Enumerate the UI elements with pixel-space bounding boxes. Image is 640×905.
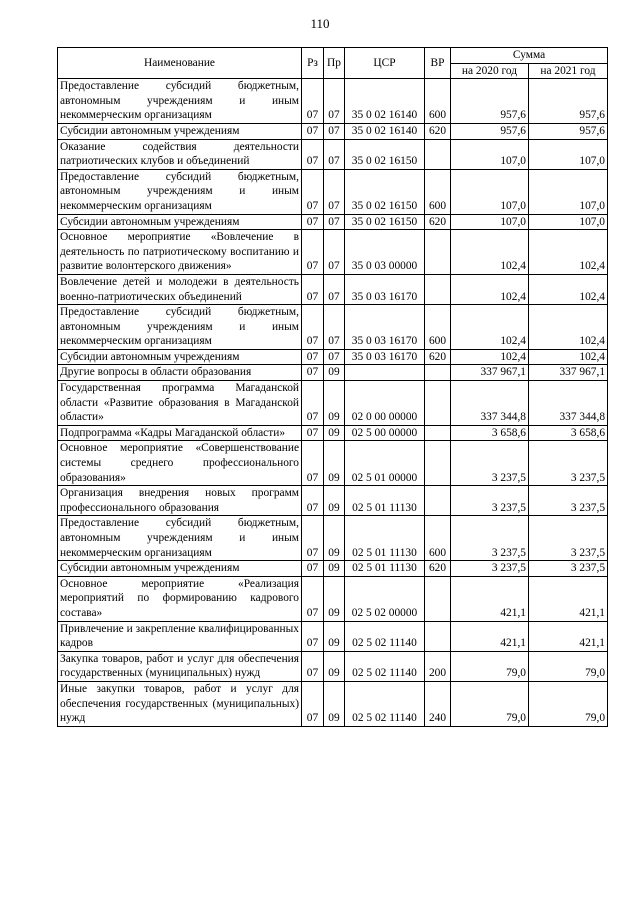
header-vr: ВР (425, 48, 451, 79)
cell-rz: 07 (302, 561, 324, 577)
budget-table (57, 47, 608, 727)
cell-sum-2020: 337 344,8 (451, 381, 529, 426)
cell-csr: 35 0 02 16150 (345, 169, 425, 214)
cell-pr: 07 (324, 349, 345, 365)
cell-sum-2020: 79,0 (451, 651, 529, 681)
cell-sum-2021: 102,4 (529, 230, 608, 275)
cell-pr: 09 (324, 621, 345, 651)
cell-sum-2021: 337 344,8 (529, 381, 608, 426)
table-row (58, 305, 608, 350)
cell-sum-2020: 957,6 (451, 79, 529, 124)
header-year-2021: на 2021 год (529, 63, 608, 79)
cell-csr: 02 5 01 11130 (345, 486, 425, 516)
table-body (58, 79, 608, 727)
cell-name: Основное мероприятие «Реализация мероприятий по формированию кадрового состава» (58, 576, 302, 621)
cell-sum-2020: 421,1 (451, 621, 529, 651)
cell-rz: 07 (302, 305, 324, 350)
cell-rz: 07 (302, 681, 324, 726)
cell-csr: 02 5 01 11130 (345, 516, 425, 561)
table-row (58, 621, 608, 651)
cell-pr: 07 (324, 123, 345, 139)
cell-vr: 620 (425, 561, 451, 577)
cell-vr: 600 (425, 79, 451, 124)
cell-sum-2021: 3 237,5 (529, 561, 608, 577)
cell-rz: 07 (302, 486, 324, 516)
cell-name: Предоставление субсидий бюджетным, автономным учреждениям и иным некоммерческим организациям (58, 305, 302, 350)
table-row (58, 274, 608, 304)
cell-sum-2021: 3 237,5 (529, 486, 608, 516)
cell-sum-2021: 957,6 (529, 123, 608, 139)
cell-csr: 02 0 00 00000 (345, 381, 425, 426)
cell-pr: 07 (324, 305, 345, 350)
header-csr: ЦСР (345, 48, 425, 79)
cell-vr: 200 (425, 651, 451, 681)
header-name: Наименование (58, 48, 302, 79)
cell-rz: 07 (302, 274, 324, 304)
table-row (58, 214, 608, 230)
cell-rz: 07 (302, 214, 324, 230)
table-row (58, 425, 608, 441)
cell-csr: 02 5 01 11130 (345, 561, 425, 577)
cell-csr: 02 5 02 11140 (345, 621, 425, 651)
cell-pr: 07 (324, 79, 345, 124)
cell-sum-2020: 3 237,5 (451, 486, 529, 516)
cell-csr: 35 0 03 16170 (345, 349, 425, 365)
cell-rz: 07 (302, 425, 324, 441)
cell-vr (425, 230, 451, 275)
cell-sum-2021: 3 237,5 (529, 441, 608, 486)
cell-name: Привлечение и закрепление квалифицированных кадров (58, 621, 302, 651)
table-row (58, 381, 608, 426)
cell-sum-2020: 337 967,1 (451, 365, 529, 381)
cell-csr: 35 0 02 16140 (345, 79, 425, 124)
header-sum: Сумма (451, 48, 608, 64)
cell-name: Государственная программа Магаданской области «Развитие образования в Магаданской области» (58, 381, 302, 426)
header-rz: Рз (302, 48, 324, 79)
cell-sum-2021: 102,4 (529, 305, 608, 350)
cell-vr (425, 486, 451, 516)
cell-csr: 35 0 02 16150 (345, 139, 425, 169)
cell-sum-2020: 102,4 (451, 230, 529, 275)
cell-sum-2021: 107,0 (529, 139, 608, 169)
cell-name: Субсидии автономным учреждениям (58, 123, 302, 139)
cell-sum-2021: 3 658,6 (529, 425, 608, 441)
cell-sum-2021: 107,0 (529, 214, 608, 230)
cell-sum-2021: 102,4 (529, 349, 608, 365)
cell-csr: 02 5 02 11140 (345, 651, 425, 681)
cell-sum-2021: 957,6 (529, 79, 608, 124)
cell-pr: 09 (324, 651, 345, 681)
cell-csr: 35 0 03 16170 (345, 274, 425, 304)
cell-name: Субсидии автономным учреждениям (58, 561, 302, 577)
cell-sum-2021: 421,1 (529, 576, 608, 621)
cell-sum-2020: 79,0 (451, 681, 529, 726)
cell-sum-2021: 102,4 (529, 274, 608, 304)
table-row (58, 349, 608, 365)
table-row (58, 169, 608, 214)
header-pr: Пр (324, 48, 345, 79)
cell-pr: 09 (324, 516, 345, 561)
cell-sum-2020: 107,0 (451, 214, 529, 230)
cell-rz: 07 (302, 365, 324, 381)
cell-rz: 07 (302, 621, 324, 651)
cell-vr: 240 (425, 681, 451, 726)
cell-sum-2020: 3 658,6 (451, 425, 529, 441)
cell-sum-2021: 107,0 (529, 169, 608, 214)
cell-rz: 07 (302, 576, 324, 621)
cell-vr: 600 (425, 169, 451, 214)
cell-sum-2021: 3 237,5 (529, 516, 608, 561)
cell-sum-2020: 3 237,5 (451, 441, 529, 486)
cell-csr: 35 0 03 00000 (345, 230, 425, 275)
cell-sum-2021: 79,0 (529, 681, 608, 726)
cell-rz: 07 (302, 516, 324, 561)
cell-name: Организация внедрения новых программ профессионального образования (58, 486, 302, 516)
cell-sum-2020: 102,4 (451, 274, 529, 304)
cell-pr: 07 (324, 230, 345, 275)
cell-name: Закупка товаров, работ и услуг для обеспечения государственных (муниципальных) нужд (58, 651, 302, 681)
cell-rz: 07 (302, 381, 324, 426)
cell-sum-2021: 337 967,1 (529, 365, 608, 381)
cell-rz: 07 (302, 651, 324, 681)
cell-name: Основное мероприятие «Вовлечение в деятельность по патриотическому воспитанию и развитие волонтерского движения» (58, 230, 302, 275)
cell-vr: 600 (425, 516, 451, 561)
cell-pr: 09 (324, 681, 345, 726)
table-row (58, 79, 608, 124)
cell-sum-2020: 421,1 (451, 576, 529, 621)
cell-sum-2020: 107,0 (451, 169, 529, 214)
cell-sum-2021: 421,1 (529, 621, 608, 651)
table-row (58, 365, 608, 381)
cell-pr: 07 (324, 169, 345, 214)
cell-sum-2020: 3 237,5 (451, 561, 529, 577)
cell-name: Предоставление субсидий бюджетным, автономным учреждениям и иным некоммерческим организациям (58, 516, 302, 561)
page-number: 110 (310, 16, 330, 31)
cell-name: Другие вопросы в области образования (58, 365, 302, 381)
cell-vr (425, 576, 451, 621)
cell-vr (425, 139, 451, 169)
cell-name: Иные закупки товаров, работ и услуг для обеспечения государственных (муниципальных) нужд (58, 681, 302, 726)
cell-csr: 02 5 00 00000 (345, 425, 425, 441)
table-row (58, 441, 608, 486)
cell-rz: 07 (302, 230, 324, 275)
cell-vr (425, 381, 451, 426)
cell-vr (425, 621, 451, 651)
cell-rz: 07 (302, 441, 324, 486)
cell-csr (345, 365, 425, 381)
cell-pr: 09 (324, 381, 345, 426)
cell-csr: 35 0 02 16140 (345, 123, 425, 139)
cell-vr (425, 425, 451, 441)
cell-csr: 02 5 02 00000 (345, 576, 425, 621)
cell-name: Предоставление субсидий бюджетным, автономным учреждениям и иным некоммерческим организациям (58, 169, 302, 214)
cell-vr: 600 (425, 305, 451, 350)
cell-sum-2020: 102,4 (451, 349, 529, 365)
cell-name: Субсидии автономным учреждениям (58, 349, 302, 365)
cell-csr: 02 5 02 11140 (345, 681, 425, 726)
table-row (58, 561, 608, 577)
cell-pr: 07 (324, 214, 345, 230)
cell-csr: 02 5 01 00000 (345, 441, 425, 486)
cell-pr: 09 (324, 425, 345, 441)
cell-pr: 09 (324, 486, 345, 516)
cell-vr: 620 (425, 214, 451, 230)
cell-vr (425, 441, 451, 486)
cell-csr: 35 0 02 16150 (345, 214, 425, 230)
cell-sum-2020: 102,4 (451, 305, 529, 350)
cell-name: Подпрограмма «Кадры Магаданской области» (58, 425, 302, 441)
cell-name: Субсидии автономным учреждениям (58, 214, 302, 230)
table-row (58, 139, 608, 169)
cell-vr (425, 274, 451, 304)
cell-rz: 07 (302, 169, 324, 214)
cell-sum-2020: 107,0 (451, 139, 529, 169)
table-row (58, 576, 608, 621)
cell-rz: 07 (302, 349, 324, 365)
cell-pr: 09 (324, 441, 345, 486)
cell-vr: 620 (425, 123, 451, 139)
table-row (58, 681, 608, 726)
cell-sum-2020: 3 237,5 (451, 516, 529, 561)
cell-pr: 07 (324, 139, 345, 169)
cell-csr: 35 0 03 16170 (345, 305, 425, 350)
cell-pr: 09 (324, 576, 345, 621)
header-year-2020: на 2020 год (451, 63, 529, 79)
cell-name: Вовлечение детей и молодежи в деятельность военно-патриотических объединений (58, 274, 302, 304)
cell-vr: 620 (425, 349, 451, 365)
cell-pr: 07 (324, 274, 345, 304)
table-row (58, 486, 608, 516)
table-row (58, 123, 608, 139)
cell-pr: 09 (324, 365, 345, 381)
table-row (58, 516, 608, 561)
cell-name: Оказание содействия деятельности патриотических клубов и объединений (58, 139, 302, 169)
cell-vr (425, 365, 451, 381)
table-header (58, 48, 608, 79)
cell-pr: 09 (324, 561, 345, 577)
table-row (58, 651, 608, 681)
cell-name: Предоставление субсидий бюджетным, автономным учреждениям и иным некоммерческим организациям (58, 79, 302, 124)
cell-rz: 07 (302, 79, 324, 124)
cell-sum-2020: 957,6 (451, 123, 529, 139)
cell-rz: 07 (302, 139, 324, 169)
table-row (58, 230, 608, 275)
cell-sum-2021: 79,0 (529, 651, 608, 681)
cell-rz: 07 (302, 123, 324, 139)
cell-name: Основное мероприятие «Совершенствование системы среднего профессионального образования» (58, 441, 302, 486)
